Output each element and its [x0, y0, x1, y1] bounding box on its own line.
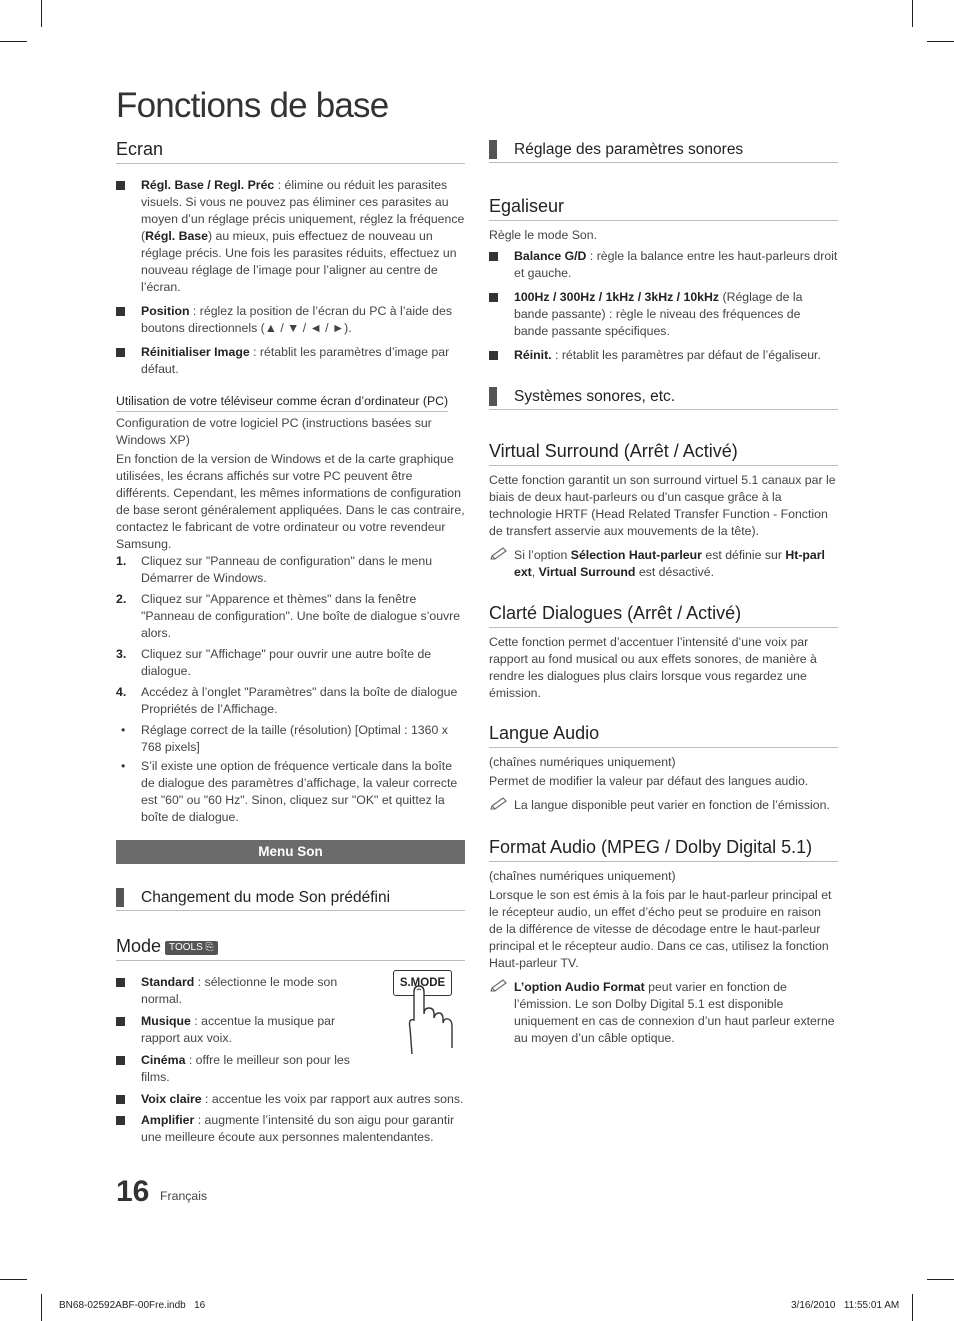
- pencil-icon: [489, 796, 509, 812]
- subsection-title: Réglage des paramètres sonores: [514, 141, 744, 158]
- subsection-title: Changement du mode Son prédéfini: [141, 889, 391, 906]
- subsection-title: Systèmes sonores, etc.: [514, 388, 676, 405]
- bullet-item: • Réglage correct de la taille (résolution) [Optimal : 1360 x 768 pixels]: [116, 722, 465, 756]
- step-item: [116, 684, 465, 718]
- note-text: est désactivé.: [635, 565, 715, 579]
- item-label: Réinit.: [514, 348, 552, 362]
- print-timestamp: 3/16/2010 11:55:01 AM: [791, 1300, 900, 1311]
- item-label: Standard: [141, 975, 195, 989]
- item-label: Cinéma: [141, 1053, 186, 1067]
- list-item: [116, 1052, 465, 1086]
- item-label: Amplifier: [141, 1113, 195, 1127]
- item-label: Position: [141, 304, 190, 318]
- egaliseur-intro: Règle le mode Son.: [489, 228, 598, 242]
- step-text: Cliquez sur "Apparence et thèmes" dans la fenêtre "Panneau de configuration". Une boîte de dialogue s’ouvre alors.: [141, 592, 461, 640]
- pc-steps: [116, 553, 465, 718]
- menu-son-bar: Menu Son: [116, 840, 465, 864]
- item-label: Balance G/D: [514, 249, 587, 263]
- list-item: [489, 289, 838, 340]
- left-column: [116, 138, 465, 1146]
- list-item: [489, 248, 838, 282]
- crop-mark: [0, 1279, 27, 1280]
- item-text: : accentue la musique par rapport aux voix.: [141, 1014, 336, 1045]
- list-item: [116, 1091, 465, 1108]
- step-text: Cliquez sur "Affichage" pour ouvrir une autre boîte de dialogue.: [141, 647, 432, 678]
- note-text: ,: [531, 565, 539, 579]
- list-item: [116, 303, 465, 337]
- pc-paragraph: Configuration de votre logiciel PC (instructions basées sur Windows XP): [116, 416, 432, 447]
- crop-mark: [41, 0, 42, 27]
- bullet-item: • S’il existe une option de fréquence verticale dans la boîte de dialogue des paramètres d’affichage, la valeur correcte est "60" ou "60 Hz". Sinon, cliquez sur "OK" et quittez la boîte de dialogue.: [116, 758, 465, 826]
- pc-paragraph: En fonction de la version de Windows et de la carte graphique utilisées, les écrans affichés sur votre PC peuvent être différents. Cependant, les mêmes informations de configuration de base seront généralement appliquées. Dans le cas contraire, contactez le fabricant de votre ordinateur ou votre revendeur Samsung.: [116, 452, 465, 551]
- item-text: : rétablit les paramètres d’image par défaut.: [141, 345, 450, 376]
- section-title-clarte: Clarté Dialogues (Arrêt / Activé): [489, 602, 838, 628]
- format-text: Lorsque le son est émis à la fois par le haut-parleur principal et le récepteur audio, un effet d’écho peut se produire en raison de la différence de vitesse de décodage entre le haut-parleur principal et le récepteur audio. Dans ce cas, utilisez la fonction Haut-parleur TV.: [489, 888, 832, 970]
- item-label: Voix claire: [141, 1092, 202, 1106]
- step-number: 4.: [116, 685, 127, 699]
- crop-mark: [0, 41, 27, 42]
- section-marker: [489, 140, 497, 159]
- mode-section: [116, 935, 465, 1146]
- list-item: [116, 177, 465, 296]
- pencil-icon: [489, 546, 509, 562]
- step-item: [116, 591, 465, 642]
- item-text: : rétablit les paramètres par défaut de l’égaliseur.: [551, 348, 821, 362]
- note: [489, 547, 838, 581]
- section-marker: [116, 888, 124, 907]
- note: [489, 797, 838, 814]
- item-label: Réinitialiser Image: [141, 345, 250, 359]
- egaliseur-list: [489, 248, 838, 364]
- item-text: : réglez la position de l’écran du PC à l’aide des boutons directionnels (▲ / ▼ / ◄ / ►).: [141, 304, 453, 335]
- note-text: est définie sur: [701, 548, 786, 562]
- item-text: ) au mieux, puis effectuez de nouveau un réglage précis. Une fois les parasites réduits, effectuez un nouveau réglage de l’image pour l’aligner au centre de l’écran.: [141, 229, 457, 294]
- clarte-text: Cette fonction permet d’accentuer l’intensité d’une voix par rapport au fond musical ou aux effets sonores, de manière à rendre les dialogues plus clairs lorsque vous regardez une émission.: [489, 635, 817, 700]
- note-text: La langue disponible peut varier en fonction de l’émission.: [514, 798, 830, 812]
- step-item: [116, 646, 465, 680]
- right-column: [489, 138, 838, 1047]
- item-label: Régl. Base: [145, 229, 208, 243]
- smode-button: S.MODE: [393, 970, 452, 996]
- section-title-ecran: Ecran: [116, 138, 465, 164]
- subsection-reglage: [489, 140, 838, 163]
- virtual-surround-text: Cette fonction garantit un son surround virtuel 5.1 canaux par le biais de deux haut-parleurs ou d’un casque grâce à la technologie HRTF (Head Related Transfer Function - Fonction de transfert asservie aux mouvements de la tête).: [489, 473, 836, 538]
- section-title-format-audio: Format Audio (MPEG / Dolby Digital 5.1): [489, 836, 838, 862]
- note-text: Si l’option: [514, 548, 571, 562]
- list-item: [116, 974, 465, 1008]
- langue-note-digital: (chaînes numériques uniquement): [489, 755, 676, 769]
- crop-mark: [912, 0, 913, 27]
- item-text: : élimine ou réduit les parasites visuels. Si vous ne pouvez pas éliminer ces parasites au moyen d’un réglage précis uniquement, réglez la fréquence (: [141, 178, 465, 243]
- item-text: : règle la balance entre les haut-parleurs droit et gauche.: [514, 249, 838, 280]
- step-text: Cliquez sur "Panneau de configuration" dans le menu Démarrer de Windows.: [141, 554, 433, 585]
- note: [489, 979, 838, 1047]
- pc-bullets: [116, 722, 465, 826]
- print-file-info: BN68-02592ABF-00Fre.indb 16: [59, 1300, 206, 1311]
- item-text: : offre le meilleur son pour les films.: [141, 1053, 350, 1084]
- subsection-systemes: [489, 387, 838, 410]
- item-label: Régl. Base / Regl. Préc: [141, 178, 275, 192]
- item-text: : augmente l’intensité du son aigu pour garantir une meilleure écoute aux personnes malentendantes.: [141, 1113, 455, 1144]
- item-text: : sélectionne le mode son normal.: [141, 975, 338, 1006]
- step-number: 1.: [116, 554, 127, 568]
- page-language: Français: [160, 1189, 208, 1203]
- mode-list: [116, 974, 465, 1146]
- list-item: [116, 1013, 465, 1047]
- pc-usage-heading: Utilisation de votre téléviseur comme écran d’ordinateur (PC): [116, 393, 448, 412]
- mode-title: Mode: [116, 936, 162, 956]
- crop-mark: [912, 1294, 913, 1321]
- ecran-list: [116, 177, 465, 378]
- item-label: 100Hz / 300Hz / 1kHz / 3kHz / 10kHz: [514, 290, 720, 304]
- step-number: 2.: [116, 592, 127, 606]
- section-title-virtual-surround: Virtual Surround (Arrêt / Activé): [489, 440, 838, 466]
- list-item: [116, 344, 465, 378]
- tools-badge: TOOLS ⎘: [165, 941, 218, 955]
- list-item: [116, 1112, 465, 1146]
- crop-mark: [927, 41, 954, 42]
- crop-mark: [927, 1279, 954, 1280]
- item-label: Musique: [141, 1014, 191, 1028]
- format-note-digital: (chaînes numériques uniquement): [489, 869, 676, 883]
- note-text: peut varier en fonction de l’émission. Le son Dolby Digital 5.1 est disponible uniquement en cas de connexion d’un haut parleur externe au moyen d’un câble optique.: [514, 980, 835, 1045]
- page-title: Fonctions de base: [116, 86, 389, 125]
- section-title-langue: Langue Audio: [489, 722, 838, 748]
- crop-mark: [41, 1294, 42, 1321]
- step-number: 3.: [116, 647, 127, 661]
- section-title-egaliseur: Egaliseur: [489, 195, 838, 221]
- item-text: : accentue les voix par rapport aux autres sons.: [201, 1092, 464, 1106]
- list-item: [489, 347, 838, 364]
- note-label: Sélection Haut-parleur: [570, 548, 702, 562]
- pencil-icon: [489, 978, 509, 994]
- step-text: Accédez à l’onglet "Paramètres" dans la boîte de dialogue Propriétés de l’Affichage.: [141, 685, 458, 716]
- item-text: (Réglage de la bande passante) : règle le niveau des fréquences de bande passante spécifiques.: [514, 290, 803, 338]
- step-item: [116, 553, 465, 587]
- page-number: 16: [116, 1175, 150, 1208]
- subsection-changement: [116, 888, 465, 911]
- note-label: L’option Audio Format: [514, 980, 645, 994]
- note-label: Ht-parl ext: [514, 548, 825, 579]
- section-title-mode: [116, 935, 465, 961]
- section-marker: [489, 387, 497, 406]
- note-label: Virtual Surround: [538, 565, 636, 579]
- langue-text: Permet de modifier la valeur par défaut des langues audio.: [489, 774, 809, 788]
